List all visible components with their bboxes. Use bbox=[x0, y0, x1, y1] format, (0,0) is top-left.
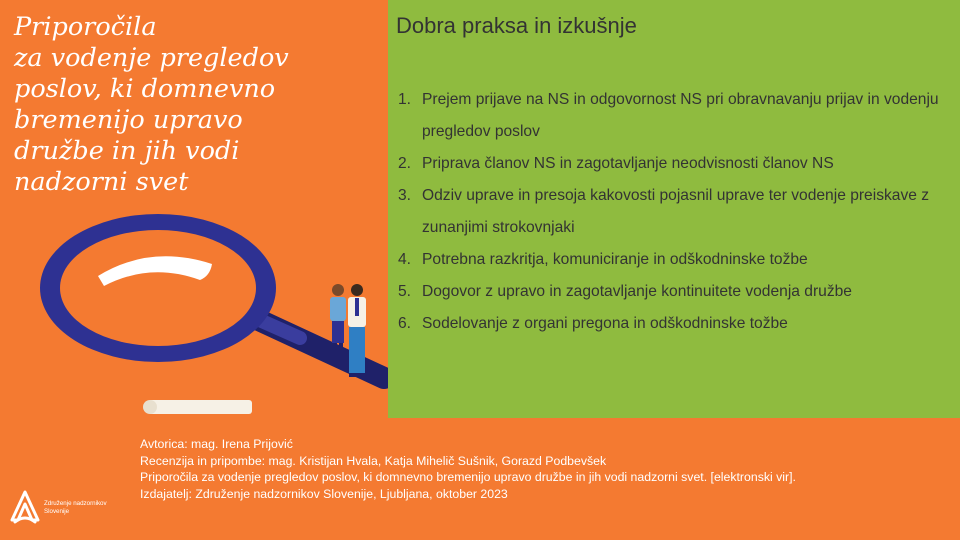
logo-text-line: Združenje nadzornikov bbox=[44, 500, 107, 507]
list-item-text: Odziv uprave in presoja kakovosti pojasnil uprave ter vodenje preiskave z zunanjimi strokovnjaki bbox=[422, 187, 930, 236]
cover-title-line: nadzorni svet bbox=[14, 167, 189, 197]
cover-title-line: poslov, ki domnevno bbox=[14, 74, 276, 104]
content-panel bbox=[388, 0, 960, 418]
credits-author: Avtorica: mag. Irena Prijović bbox=[140, 437, 293, 451]
woman-figure-icon bbox=[330, 284, 346, 349]
list-item bbox=[398, 308, 954, 340]
list-item bbox=[398, 180, 954, 244]
list-item-text: Prejem prijave na NS in odgovornost NS pri obravnavanju prijav in vodenju pregledov poslov bbox=[422, 91, 939, 140]
logo-text bbox=[44, 500, 107, 516]
list-item-text: Priprava članov NS in zagotavljanje neodvisnosti članov NS bbox=[422, 155, 834, 172]
credits-publisher: Izdajatelj: Združenje nadzornikov Slovenije, Ljubljana, oktober 2023 bbox=[140, 486, 508, 501]
footer bbox=[0, 418, 960, 540]
organization-logo bbox=[10, 490, 130, 530]
logo-mark-icon bbox=[10, 490, 40, 526]
practice-list bbox=[398, 84, 954, 340]
section-title: Dobra praksa in izkušnje bbox=[396, 13, 637, 38]
cover-title-line: Priporočila bbox=[14, 12, 157, 42]
list-item-text: Sodelovanje z organi pregona in odškodninske tožbe bbox=[422, 315, 788, 332]
list-item-number: 2. bbox=[398, 155, 412, 172]
list-item-number: 5. bbox=[398, 283, 412, 300]
magnifying-glass-icon bbox=[40, 214, 384, 378]
list-item-number: 1. bbox=[398, 91, 412, 108]
list-item bbox=[398, 148, 954, 180]
list-item-text: Dogovor z upravo in zagotavljanje kontinuitete vodenja družbe bbox=[422, 283, 852, 300]
cover-title-line: za vodenje pregledov bbox=[14, 43, 289, 73]
credits-citation: Priporočila za vodenje pregledov poslov, ki domnevno bremenijo upravo družbe in jih vodi nadzorni svet. [elektronski vir]. bbox=[140, 470, 796, 485]
cover-panel bbox=[0, 0, 388, 418]
list-item bbox=[398, 84, 954, 148]
cover-title bbox=[14, 12, 374, 198]
list-item bbox=[398, 244, 954, 276]
list-item-number: 3. bbox=[398, 187, 412, 204]
list-item bbox=[398, 276, 954, 308]
man-figure-icon bbox=[348, 284, 366, 377]
magnifier-illustration bbox=[0, 210, 388, 418]
cover-title-line: bremenijo upravo bbox=[14, 105, 243, 135]
credits bbox=[140, 436, 796, 502]
list-item-number: 6. bbox=[398, 315, 412, 332]
list-item-number: 4. bbox=[398, 251, 412, 268]
cover-title-line: družbe in jih vodi bbox=[14, 136, 240, 166]
credits-review: Recenzija in pripombe: mag. Kristijan Hvala, Katja Mihelič Sušnik, Gorazd Podbevšek bbox=[140, 453, 607, 468]
paper-scroll-icon bbox=[143, 400, 252, 414]
logo-text-line: Slovenije bbox=[44, 508, 70, 515]
list-item-text: Potrebna razkritja, komuniciranje in odškodninske tožbe bbox=[422, 251, 808, 268]
